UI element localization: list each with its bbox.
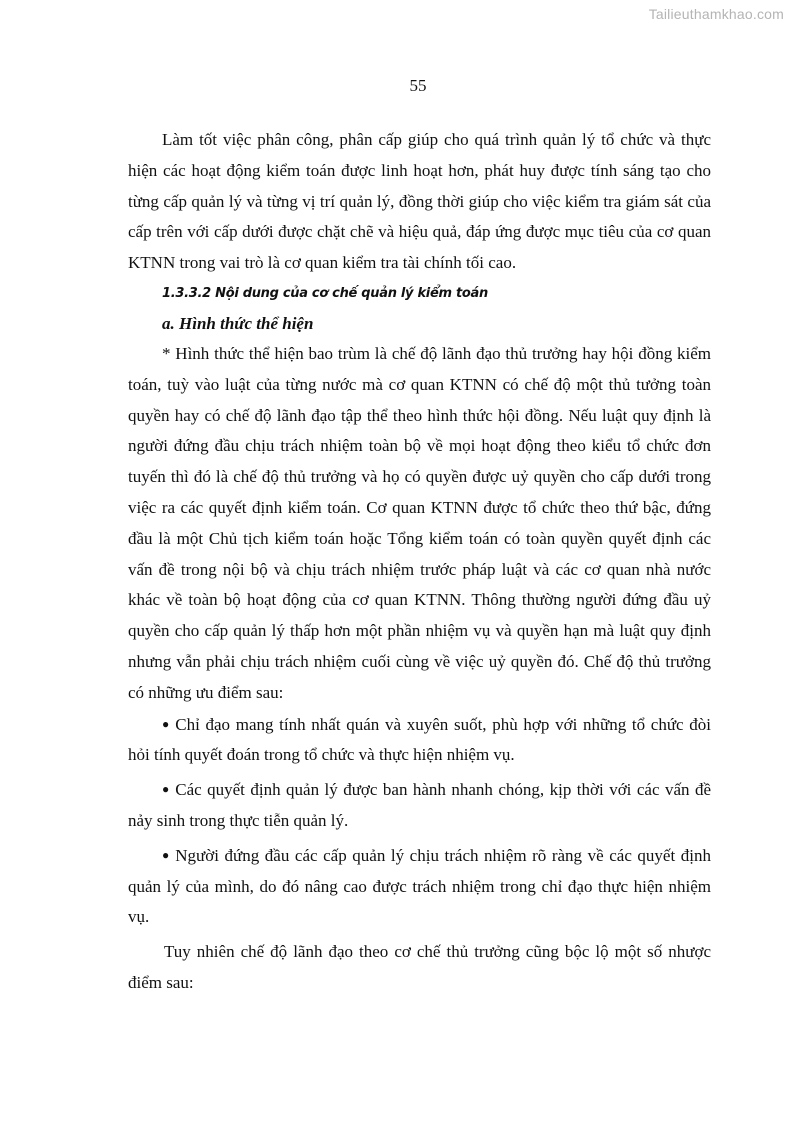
section-heading: 1.3.3.2 Nội dung của cơ chế quản lý kiểm toán	[162, 285, 488, 301]
document-body	[128, 125, 711, 999]
main-paragraph: * Hình thức thể hiện bao trùm là chế độ lãnh đạo thủ trưởng hay hội đồng kiểm toán, tuỳ vào luật của từng nước mà cơ quan KTNN có chế độ một thủ tưởng toàn quyền hay có chế độ lãnh đạo tập thể theo hình thức hội đồng. Nếu luật quy định là người đứng đầu chịu trách nhiệm toàn bộ về mọi hoạt động theo kiểu tổ chức đơn tuyến thì đó là chế độ thủ trưởng và họ có quyền được uỷ quyền cho cấp dưới trong việc ra các quyết định kiểm toán. Cơ quan KTNN được tổ chức theo thứ bậc, đứng đầu là một Chủ tịch kiểm toán hoặc Tổng kiểm toán có toàn quyền quyết định các vấn đề trong nội bộ và chịu trách nhiệm trước pháp luật và các cơ quan nhà nước khác về toàn bộ hoạt động của cơ quan KTNN. Thông thường người đứng đầu uỷ quyền cho cấp quản lý thấp hơn một phần nhiệm vụ và quyền hạn mà luật quy định nhưng vẫn phải chịu trách nhiệm cuối cùng về việc uỷ quyền đó. Chế độ thủ trưởng có những ưu điểm sau:	[128, 343, 711, 702]
bullet-item	[128, 840, 711, 933]
bullet-item	[128, 709, 711, 772]
bullet-icon: ●	[162, 847, 170, 862]
intro-paragraph: Làm tốt việc phân công, phân cấp giúp cho quá trình quản lý tổ chức và thực hiện các hoạt động kiểm toán được linh hoạt hơn, phát huy được tính sáng tạo cho từng cấp quản lý và từng vị trí quản lý, đồng thời giúp cho việc kiểm tra giám sát của cấp trên với cấp dưới được chặt chẽ và hiệu quả, đáp ứng được mục tiêu của cơ quan KTNN trong vai trò là cơ quan kiểm tra tài chính tối cao.	[128, 130, 711, 273]
sub-heading: a. Hình thức thể hiện	[162, 313, 314, 333]
bullet-text: Người đứng đầu các cấp quản lý chịu trách nhiệm rõ ràng về các quyết định quản lý của mình, do đó nâng cao được trách nhiệm trong chỉ đạo thực hiện nhiệm vụ.	[128, 845, 711, 927]
watermark: Tailieuthamkhao.com	[648, 6, 784, 22]
bullet-icon: ●	[162, 782, 170, 797]
bullet-text: Chỉ đạo mang tính nhất quán và xuyên suốt, phù hợp với những tổ chức đòi hỏi tính quyết đoán trong tổ chức và thực hiện nhiệm vụ.	[128, 714, 711, 765]
page-number: 55	[409, 76, 427, 95]
bullet-icon: ●	[162, 716, 170, 731]
closing-paragraph: Tuy nhiên chế độ lãnh đạo theo cơ chế thủ trưởng cũng bộc lộ một số nhược điểm sau:	[128, 942, 711, 992]
bullet-item	[128, 774, 711, 837]
bullet-list	[128, 709, 711, 934]
bullet-text: Các quyết định quản lý được ban hành nhanh chóng, kịp thời với các vấn đề nảy sinh trong thực tiễn quản lý.	[128, 780, 711, 830]
